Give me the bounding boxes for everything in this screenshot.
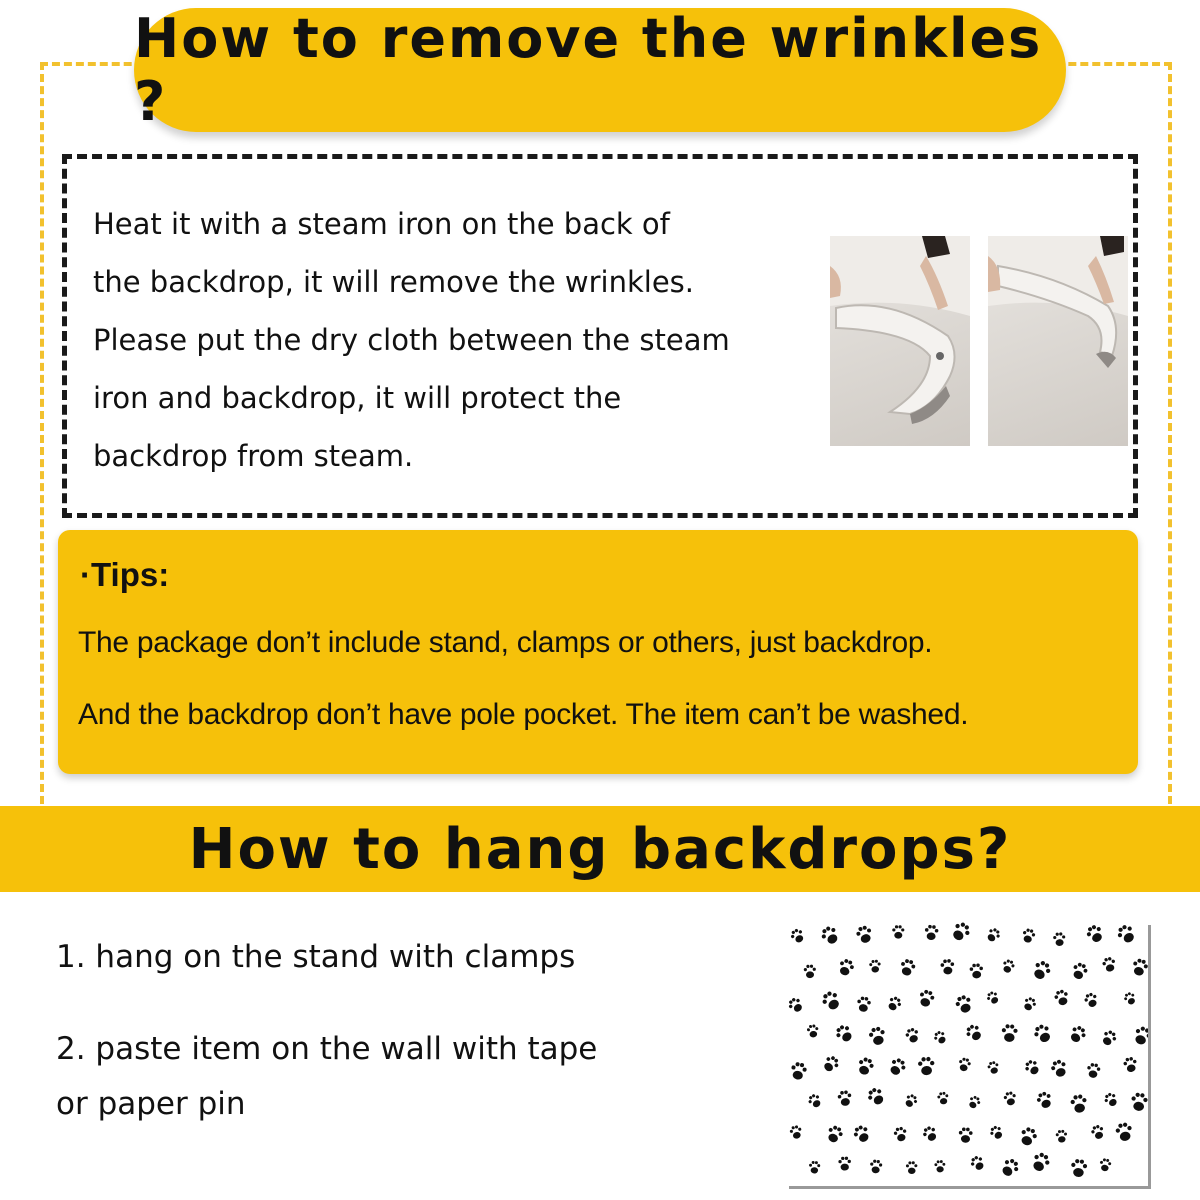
paw-print-icon	[1131, 957, 1148, 977]
paw-print-icon	[1023, 1058, 1042, 1077]
instruction-line: Please put the dry cloth between the steam	[93, 323, 730, 357]
instruction-line: backdrop from steam.	[93, 439, 414, 473]
hang-step-1: 1. hang on the stand with clamps	[56, 939, 576, 975]
paw-print-icon	[1132, 1025, 1148, 1047]
paw-print-icon	[1053, 988, 1071, 1007]
steam-iron-photo	[988, 236, 1128, 446]
paw-print-icon	[904, 1027, 921, 1045]
paw-print-icon	[964, 1022, 985, 1043]
paw-print-icon	[837, 1090, 853, 1107]
paw-print-icon	[856, 1056, 876, 1077]
paw-print-icon	[1070, 961, 1089, 981]
paw-print-icon	[1090, 1124, 1106, 1141]
paw-print-icon	[786, 996, 805, 1015]
paw-print-icon	[917, 988, 936, 1008]
paw-print-icon	[1084, 923, 1105, 945]
page-title: How to remove the wrinkles ?	[134, 7, 1043, 133]
paw-print-icon	[1018, 1126, 1039, 1148]
tip-line: And the backdrop don’t have pole pocket. The item can’t be washed.	[78, 698, 969, 731]
hang-step-2-line: or paper pin	[56, 1086, 246, 1122]
tips-heading: ·Tips:	[80, 556, 170, 593]
hang-step-2-line: 2. paste item on the wall with tape	[56, 1031, 598, 1067]
paw-print-icon	[1030, 959, 1053, 983]
hang-section-banner	[0, 806, 1200, 892]
paw-print-icon	[825, 1124, 845, 1145]
paw-print-icon	[967, 1094, 982, 1110]
paw-print-icon	[1099, 1158, 1112, 1172]
paw-pattern	[786, 922, 1148, 1186]
paw-print-icon	[957, 1057, 972, 1073]
paw-print-icon	[1086, 1063, 1101, 1079]
paw-print-icon	[918, 1057, 935, 1076]
paw-print-backdrop-swatch	[786, 922, 1148, 1186]
paw-print-icon	[934, 1160, 945, 1173]
instruction-line: the backdrop, it will remove the wrinkles.	[93, 265, 695, 299]
paw-print-icon	[969, 1154, 987, 1172]
paw-print-icon	[1070, 1094, 1089, 1114]
paw-print-icon	[1083, 991, 1100, 1009]
paw-print-icon	[949, 922, 973, 944]
paw-print-icon	[924, 925, 939, 941]
paw-print-icon	[1021, 928, 1036, 944]
paw-print-icon	[937, 1091, 950, 1105]
paw-print-icon	[940, 959, 955, 975]
hang-section-title: How to hang backdrops?	[188, 816, 1012, 882]
instruction-line: Heat it with a steam iron on the back of	[93, 207, 670, 241]
paw-print-icon	[1114, 1121, 1134, 1142]
paw-print-icon	[789, 1124, 803, 1139]
paw-print-icon	[1001, 1024, 1018, 1042]
title-banner	[134, 8, 1066, 132]
paw-print-icon	[887, 1056, 908, 1078]
paw-print-icon	[999, 1156, 1022, 1179]
paw-print-icon	[806, 1024, 819, 1038]
paw-print-icon	[1055, 1130, 1067, 1143]
paw-print-icon	[821, 1054, 841, 1075]
paw-print-icon	[789, 1061, 807, 1081]
paw-print-icon	[1053, 932, 1066, 946]
paw-print-icon	[1049, 1058, 1069, 1079]
tips-box	[58, 530, 1138, 774]
paw-print-icon	[1122, 991, 1137, 1007]
paw-print-icon	[899, 958, 917, 977]
paw-print-icon	[836, 957, 855, 977]
paw-print-icon	[1115, 922, 1138, 946]
paw-print-icon	[838, 1157, 851, 1171]
paw-print-icon	[1101, 956, 1117, 973]
paw-print-icon	[1130, 1092, 1148, 1112]
paw-print-icon	[985, 926, 1002, 944]
paw-print-icon	[855, 924, 874, 944]
paw-print-icon	[969, 963, 983, 979]
paw-print-icon	[958, 1127, 972, 1143]
hang-step-2	[56, 1022, 716, 1132]
paw-print-icon	[954, 993, 975, 1015]
paw-print-icon	[1003, 1091, 1018, 1107]
paw-print-icon	[1021, 996, 1037, 1013]
tip-line: The package don’t include stand, clamps or others, just backdrop.	[78, 626, 933, 659]
paw-print-icon	[1070, 1159, 1088, 1178]
paw-print-icon	[865, 1085, 887, 1107]
paw-print-icon	[1067, 1024, 1088, 1045]
paw-print-icon	[869, 959, 881, 972]
steam-iron-photo	[830, 236, 970, 446]
paw-print-icon	[988, 1124, 1005, 1141]
paw-print-icon	[1035, 1090, 1054, 1110]
paw-print-icon	[921, 1124, 940, 1143]
paw-print-icon	[869, 1159, 882, 1174]
paw-print-icon	[892, 925, 904, 938]
paw-print-icon	[1102, 1091, 1119, 1109]
paw-print-icon	[985, 990, 1001, 1006]
paw-print-icon	[804, 965, 817, 979]
instructions-text	[93, 195, 833, 485]
paw-print-icon	[806, 1092, 823, 1109]
instruction-line: iron and backdrop, it will protect the	[93, 381, 622, 415]
instructions-box	[62, 154, 1138, 518]
paw-print-icon	[1001, 958, 1016, 974]
paw-print-icon	[1029, 1150, 1052, 1174]
paw-print-icon	[885, 995, 903, 1013]
paw-print-icon	[851, 1123, 872, 1144]
paw-print-icon	[1100, 1028, 1119, 1047]
paw-print-icon	[819, 924, 842, 947]
paw-print-icon	[906, 1161, 918, 1174]
paw-print-icon	[819, 989, 843, 1013]
paw-print-icon	[809, 1161, 821, 1174]
paw-print-icon	[1122, 1056, 1138, 1073]
paw-print-icon	[789, 927, 806, 945]
paw-print-icon	[903, 1092, 919, 1109]
paw-print-icon	[856, 996, 871, 1012]
paw-print-icon	[987, 1060, 1001, 1075]
paw-print-icon	[932, 1029, 948, 1046]
paw-print-icon	[868, 1026, 887, 1047]
paw-print-icon	[1032, 1022, 1054, 1045]
paw-print-icon	[893, 1126, 908, 1143]
paw-print-icon	[833, 1022, 855, 1044]
